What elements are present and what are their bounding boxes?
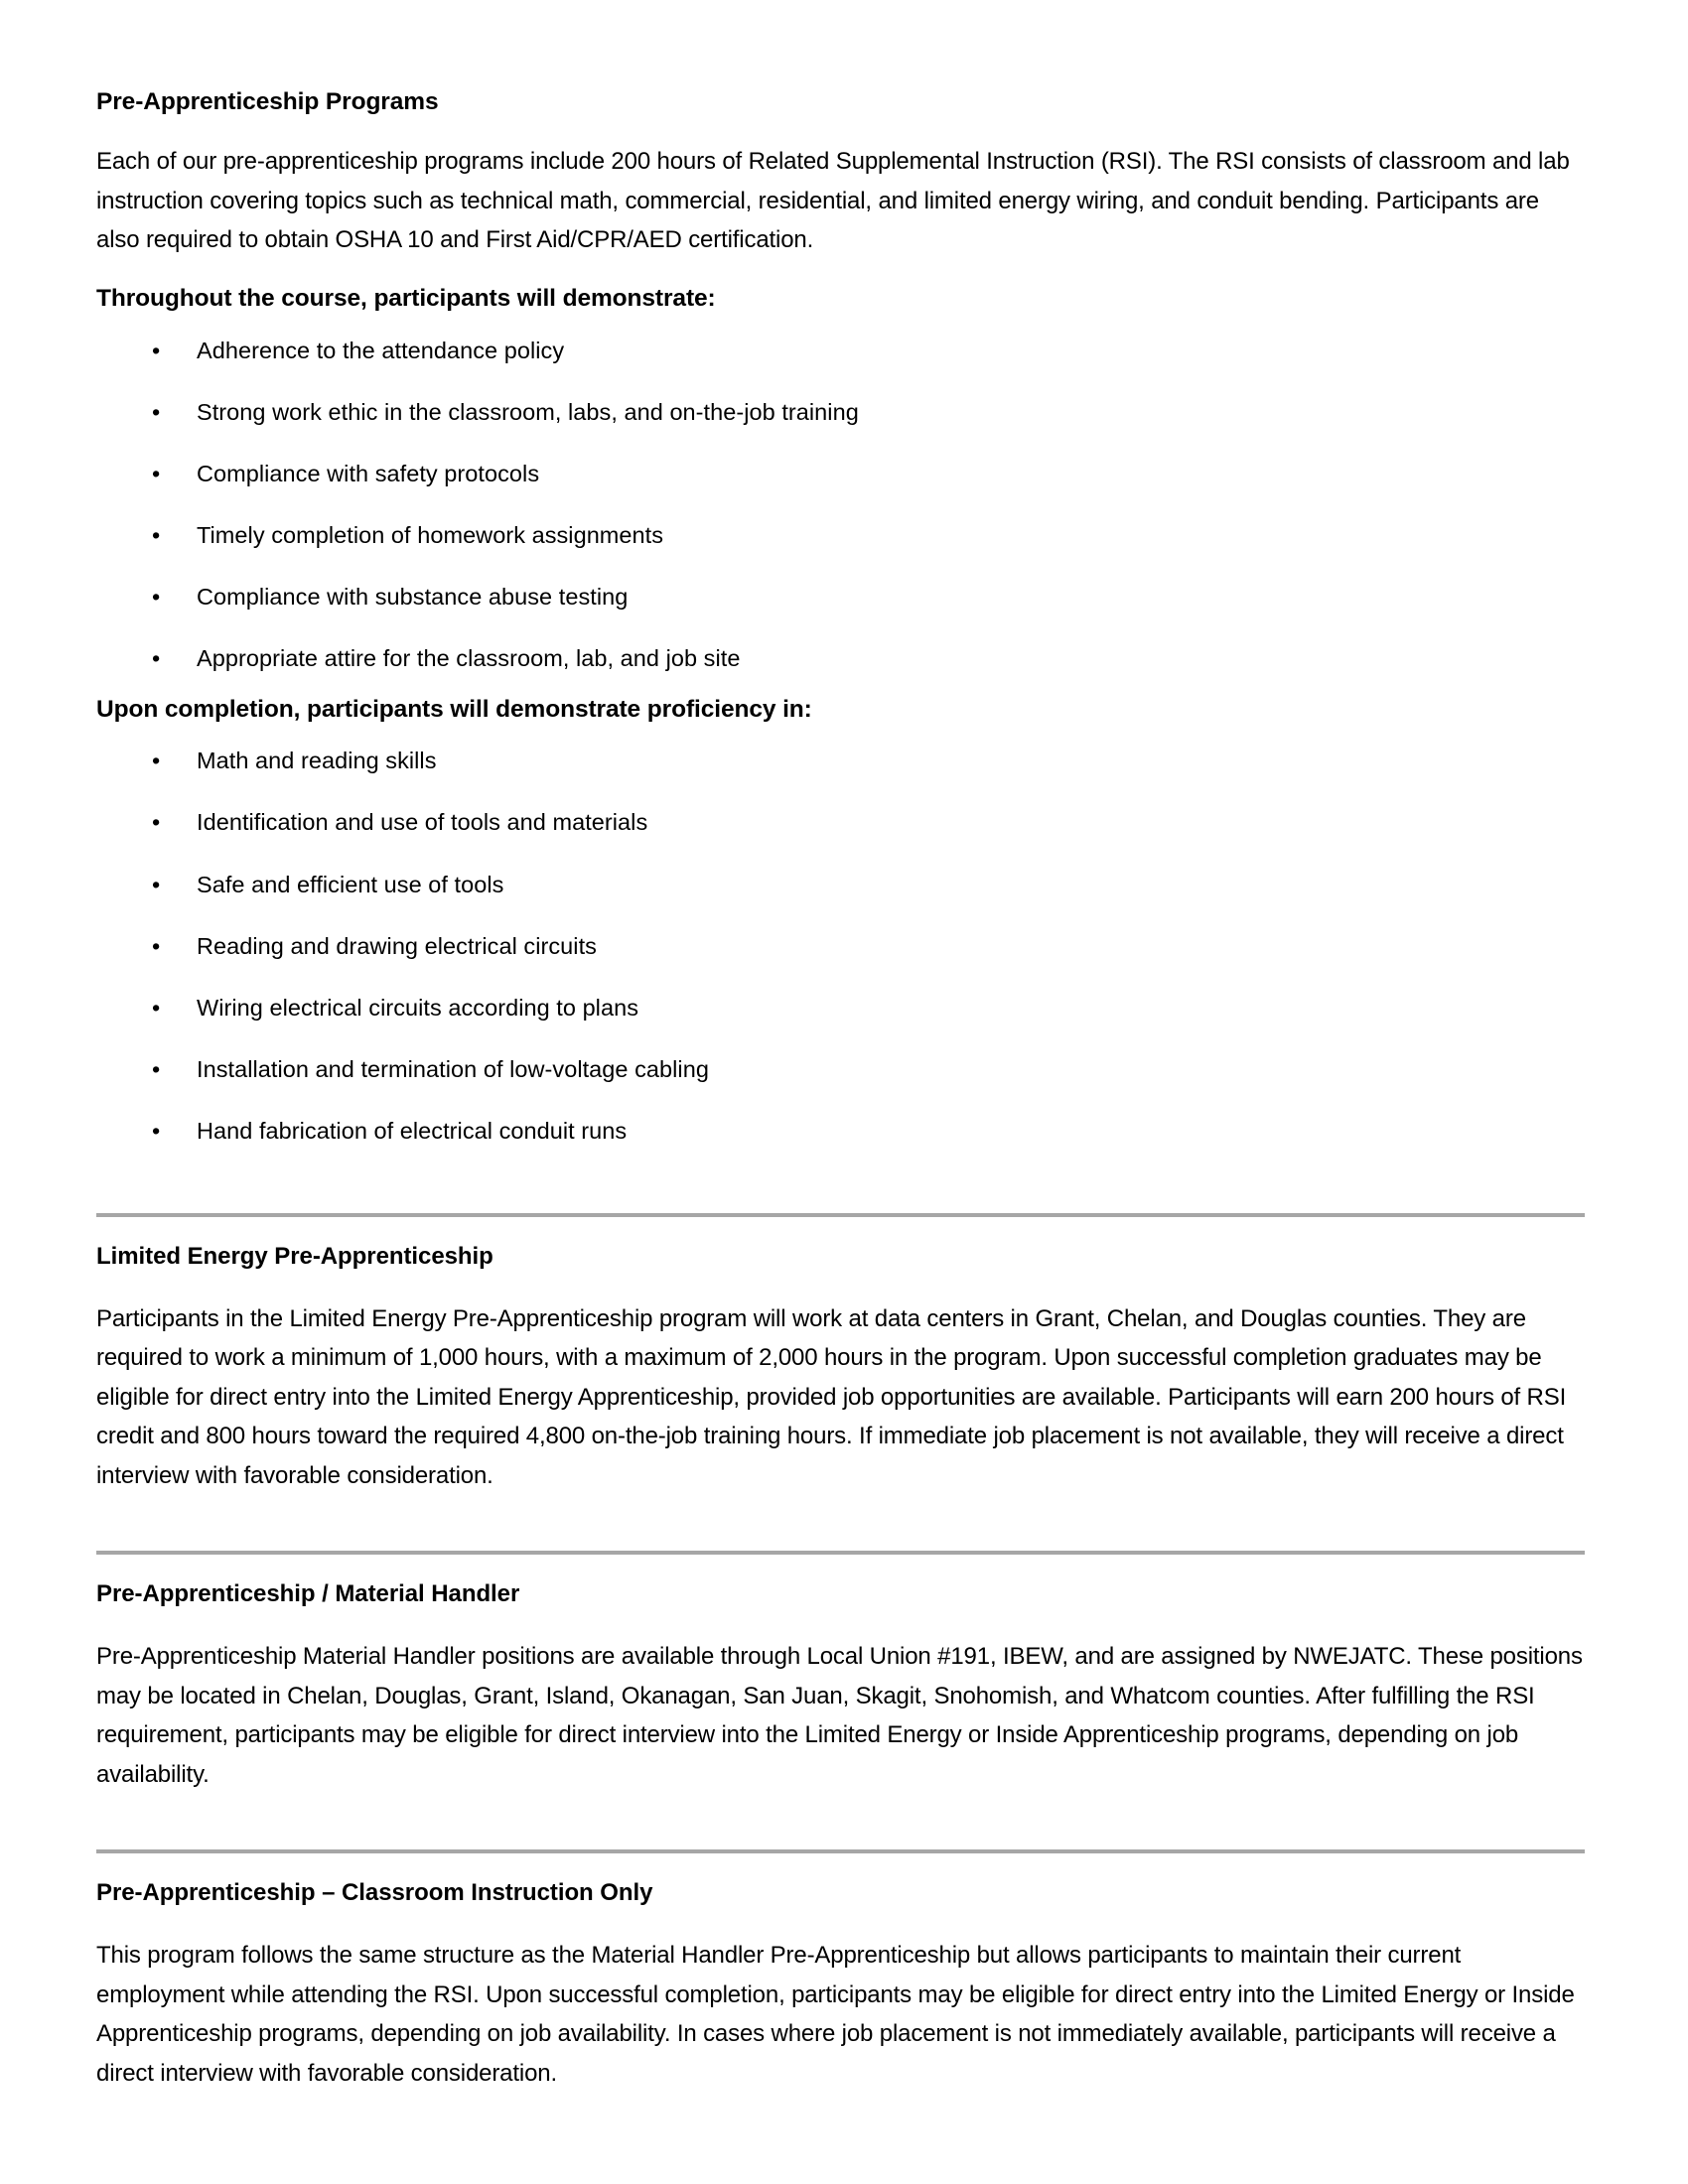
section-paragraph: Pre-Apprenticeship Material Handler positions are available through Local Union #191, IBEW, and are assigned by NWEJATC. These positions may be located in Chelan, Douglas, Grant, Island, Okanagan, San Juan, Skagit, Snohomish, and Whatcom counties. After fulfilling the RSI requirement, participants may be eligible for direct interview into the Limited Energy or Inside Apprenticeship programs, depending on job availability. [96, 1643, 1583, 1788]
bullet-icon: • [152, 1118, 161, 1145]
bullet-icon: • [152, 1056, 161, 1083]
bullet-icon: • [152, 398, 161, 425]
list-item-label: Hand fabrication of electrical conduit runs [197, 1118, 628, 1145]
list-item [96, 1055, 1585, 1083]
spacer [96, 1853, 1585, 1878]
bullet-icon: • [152, 522, 161, 549]
list-item-label: Safe and efficient use of tools [197, 871, 504, 897]
section-material-handler [96, 1551, 1585, 1794]
list-item-label: Adherence to the attendance policy [197, 337, 565, 363]
section-heading: Pre-Apprenticeship / Material Handler [96, 1580, 520, 1608]
list-item [96, 337, 1585, 364]
bullet-icon: • [152, 871, 161, 897]
list-item [96, 1117, 1585, 1145]
list-item-label: Math and reading skills [197, 748, 437, 774]
bullet-icon: • [152, 995, 161, 1022]
list-item [96, 460, 1585, 487]
list-item [96, 521, 1585, 549]
section-paragraph: This program follows the same structure as the Material Handler Pre-Apprenticeship but allows participants to maintain their current employment while attending the RSI. Upon successful completion, participants may be eligible for direct entry into the Limited Energy or Inside Apprenticeship programs, depending on job availability. In cases where job placement is not immediately available, participants will receive a direct interview with favorable consideration. [96, 1942, 1575, 2087]
list-item-label: Timely completion of homework assignments [197, 522, 664, 549]
list-item [96, 932, 1585, 960]
document-body [96, 87, 1585, 2093]
upon-completion-heading: Upon completion, participants will demonstrate proficiency in: [96, 695, 812, 723]
list-item-label: Reading and drawing electrical circuits [197, 932, 597, 959]
throughout-course-list [96, 337, 1585, 673]
list-item-label: Identification and use of tools and materials [197, 809, 648, 836]
section-heading: Limited Energy Pre-Apprenticeship [96, 1242, 493, 1270]
page-title: Pre-Apprenticeship Programs [96, 88, 439, 115]
list-item [96, 871, 1585, 898]
list-item [96, 994, 1585, 1022]
spacer [96, 1217, 1585, 1242]
spacer [96, 1167, 1585, 1213]
list-item-label: Appropriate attire for the classroom, lab, and job site [197, 645, 741, 672]
list-item-label: Installation and termination of low-voltage cabling [197, 1056, 709, 1083]
list-item-label: Strong work ethic in the classroom, labs, and on-the-job training [197, 398, 859, 425]
bullet-icon: • [152, 932, 161, 959]
list-item [96, 747, 1585, 774]
section-heading: Pre-Apprenticeship – Classroom Instruction Only [96, 1879, 653, 1907]
list-item-label: Compliance with substance abuse testing [197, 584, 629, 611]
bullet-icon: • [152, 748, 161, 774]
section-paragraph: Participants in the Limited Energy Pre-Apprenticeship program will work at data centers in Grant, Chelan, and Douglas counties. They are required to work a minimum of 1,000 hours, with a maximum of 2,000 hours in the program. Upon successful completion graduates may be eligible for direct entry into the Limited Energy Apprenticeship, provided job opportunities are available. Participants will earn 200 hours of RSI credit and 800 hours toward the required 4,800 on-the-job training hours. If immediate job placement is not available, they will receive a direct interview with favorable consideration. [96, 1304, 1567, 1489]
list-item [96, 583, 1585, 611]
bullet-icon: • [152, 809, 161, 836]
list-item [96, 808, 1585, 836]
bullet-icon: • [152, 460, 161, 486]
throughout-course-heading: Throughout the course, participants will demonstrate: [96, 284, 716, 312]
list-item-label: Compliance with safety protocols [197, 460, 540, 486]
spacer [96, 1515, 1585, 1551]
spacer [96, 1814, 1585, 1849]
list-item [96, 644, 1585, 672]
spacer [96, 1555, 1585, 1579]
section-classroom-instruction-only [96, 1849, 1585, 2093]
bullet-icon: • [152, 645, 161, 672]
bullet-icon: • [152, 337, 161, 363]
section-limited-energy [96, 1213, 1585, 1496]
list-item-label: Wiring electrical circuits according to plans [197, 995, 638, 1022]
list-item [96, 398, 1585, 426]
intro-paragraph: Each of our pre-apprenticeship programs include 200 hours of Related Supplemental Instruction (RSI). The RSI consists of classroom and lab instruction covering topics such as technical math, commercial, residential, and limited energy wiring, and conduit bending. Participants are also required to obtain OSHA 10 and First Aid/CPR/AED certification. [96, 148, 1570, 254]
upon-completion-list [96, 747, 1585, 1145]
bullet-icon: • [152, 584, 161, 611]
